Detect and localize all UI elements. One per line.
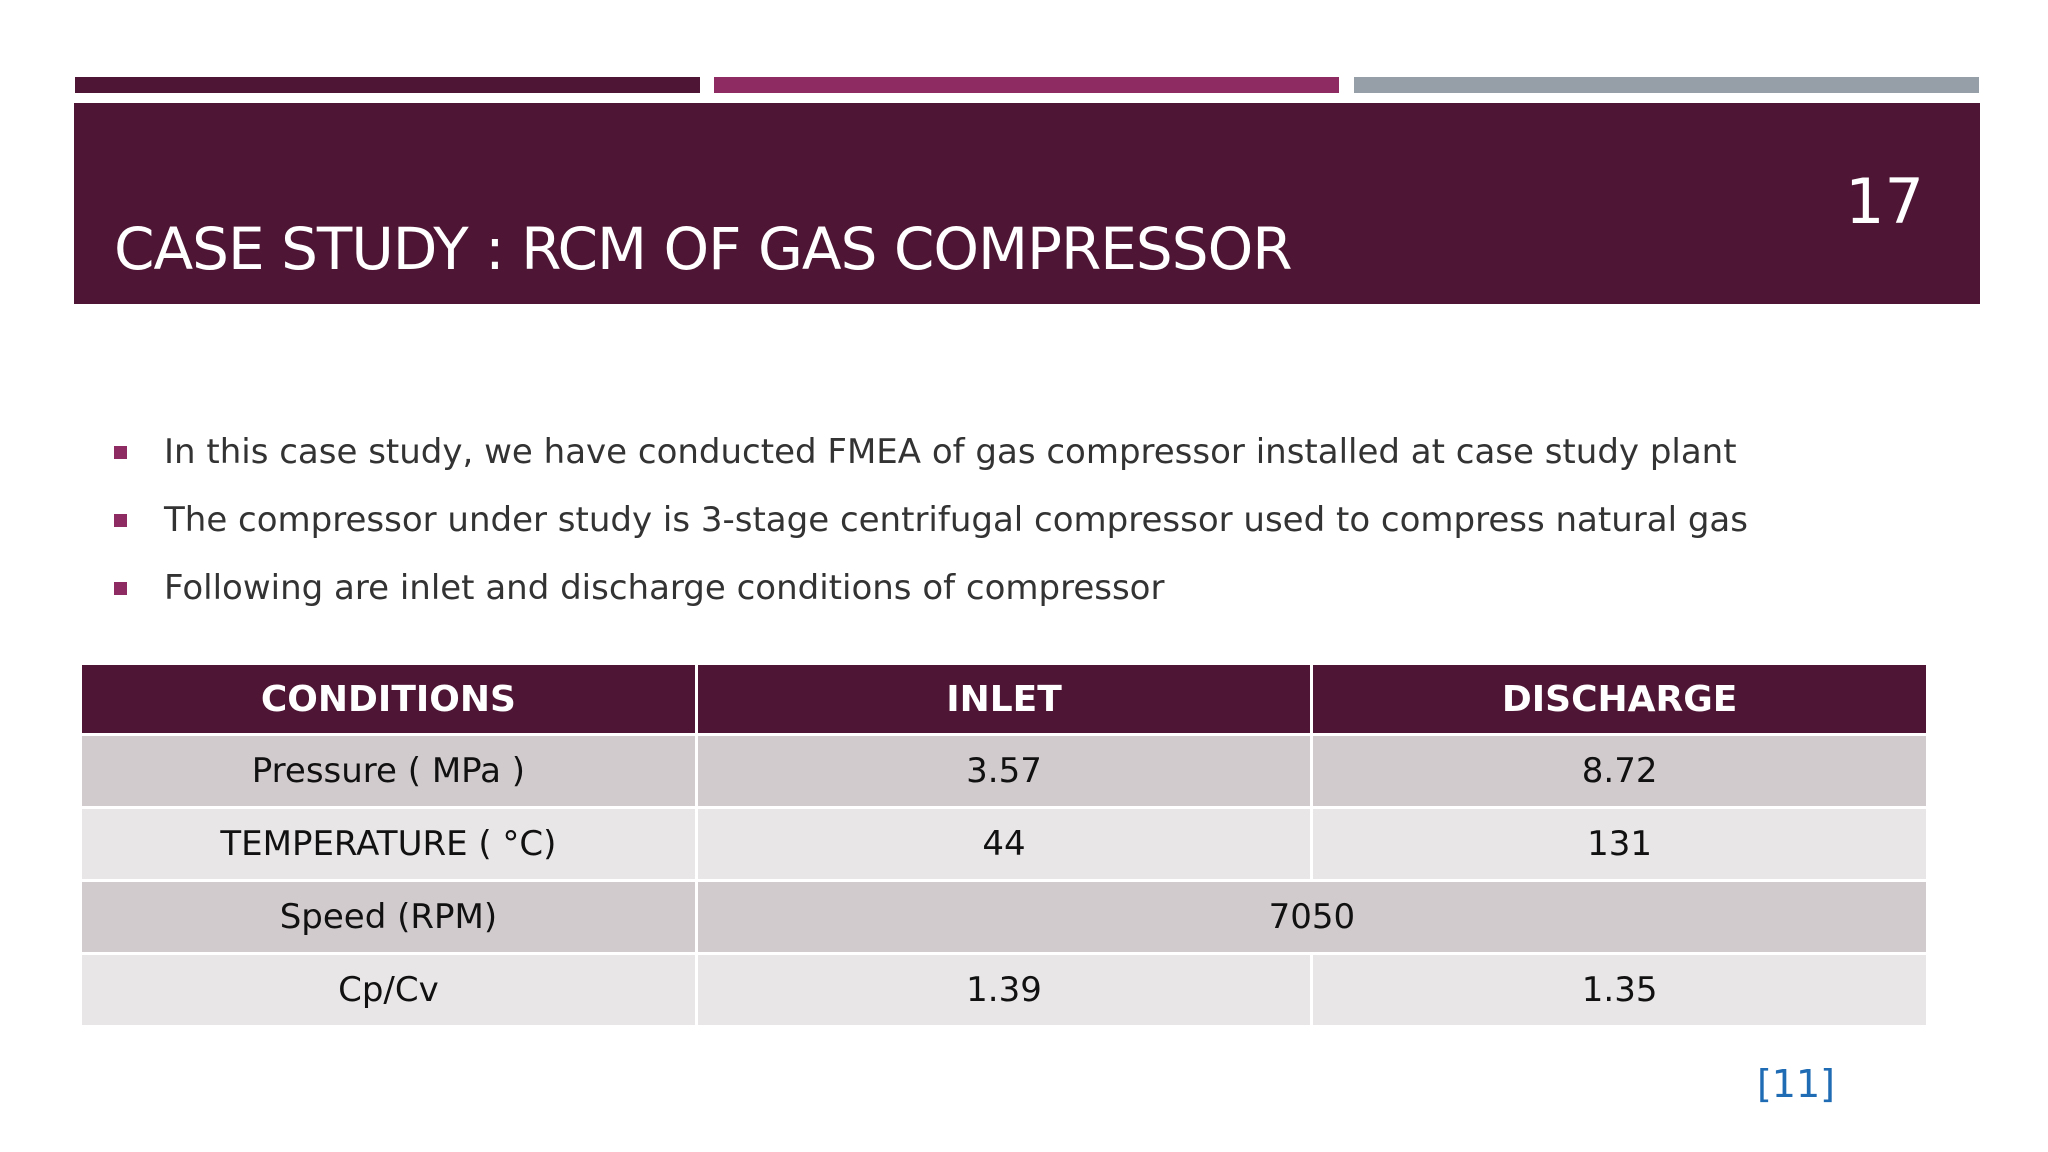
reference-link[interactable]: [11]: [1756, 1062, 1835, 1106]
bullet-item: [114, 486, 1914, 554]
slide-title: CASE STUDY : RCM OF GAS COMPRESSOR: [114, 215, 1292, 283]
square-bullet-icon: [114, 514, 127, 527]
cell-inlet: 3.57: [698, 736, 1310, 806]
conditions-table: [79, 662, 1929, 1028]
bullet-text: The compressor under study is 3-stage centrifugal compressor used to compress natural gas: [164, 500, 1748, 540]
title-band: [74, 103, 1980, 304]
table-row: [82, 736, 1926, 806]
bullet-list: [114, 418, 1914, 622]
accent-bar-magenta: [714, 77, 1339, 93]
cell-combined: 7050: [698, 882, 1926, 952]
slide-number: 17: [1845, 165, 1924, 238]
bullet-text: Following are inlet and discharge conditions of compressor: [164, 568, 1165, 608]
cell-condition: TEMPERATURE ( °C): [82, 809, 695, 879]
square-bullet-icon: [114, 582, 127, 595]
accent-bar-dark: [75, 77, 700, 93]
cell-condition: Speed (RPM): [82, 882, 695, 952]
table-header-row: [82, 665, 1926, 733]
cell-discharge: 8.72: [1313, 736, 1926, 806]
table-row: [82, 882, 1926, 952]
table-row: [82, 955, 1926, 1025]
cell-condition: Pressure ( MPa ): [82, 736, 695, 806]
accent-bar-gray: [1354, 77, 1979, 93]
header-conditions: CONDITIONS: [82, 665, 695, 733]
header-inlet: INLET: [698, 665, 1310, 733]
table-row: [82, 809, 1926, 879]
cell-inlet: 44: [698, 809, 1310, 879]
bullet-item: [114, 418, 1914, 486]
cell-discharge: 1.35: [1313, 955, 1926, 1025]
cell-discharge: 131: [1313, 809, 1926, 879]
square-bullet-icon: [114, 446, 127, 459]
header-discharge: DISCHARGE: [1313, 665, 1926, 733]
bullet-item: [114, 554, 1914, 622]
cell-inlet: 1.39: [698, 955, 1310, 1025]
bullet-text: In this case study, we have conducted FMEA of gas compressor installed at case study plant: [164, 432, 1737, 472]
cell-condition: Cp/Cv: [82, 955, 695, 1025]
